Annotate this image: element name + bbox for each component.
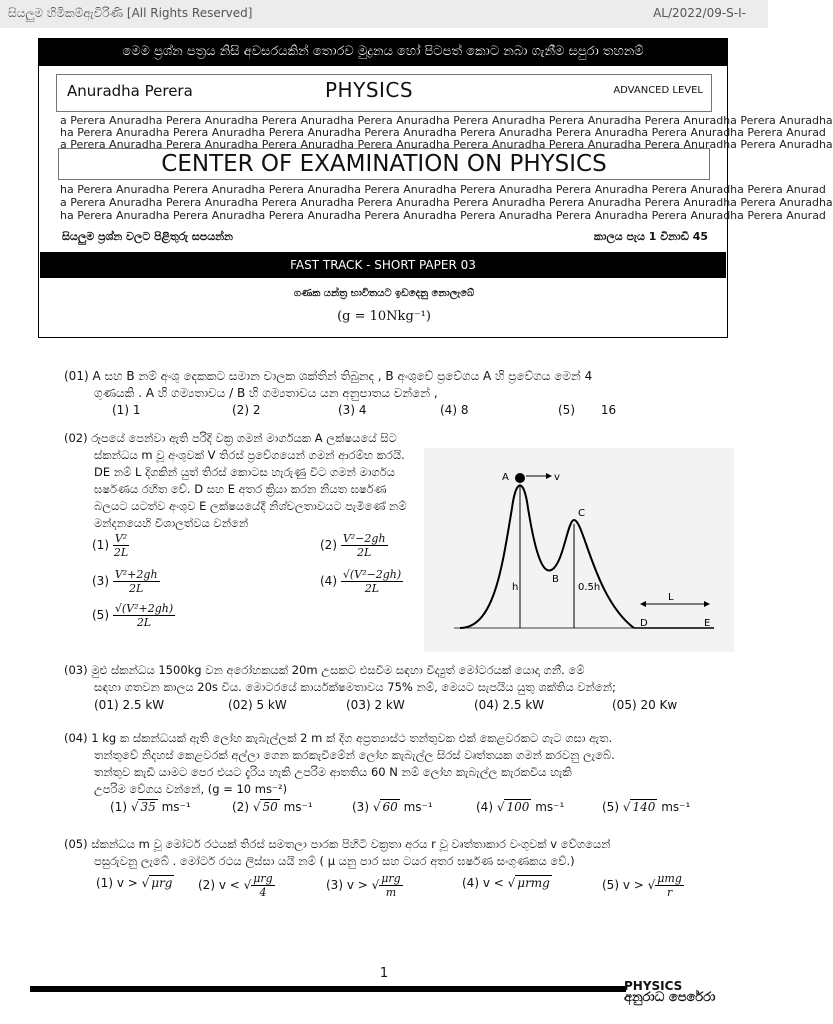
label-e: E [704, 618, 711, 629]
option[interactable]: (02) 5 kW [228, 698, 287, 712]
question-line: සඳහා ගතවන කාලය 20s විය. මොටරයේ කාර්යක්ෂමතාවය 75% නම්, මෙයට සැපයිය යුතු ශක්තිය වන්නේ; [94, 680, 616, 694]
physics-logo [624, 980, 715, 1004]
top-bar [0, 0, 768, 28]
option[interactable]: (5) √ 140 ms⁻¹ [602, 800, 691, 814]
question-01 [64, 368, 714, 402]
question-number: (03) [64, 663, 88, 677]
question-line: තන්තුවේ නිදහස් කෙළවරක් අල්ලා ගෙන කරකැවීමේන් ලෝහ කැබැල්ල සිරස් වෘත්තයක ගමන් කරවනු ලැබේ. [94, 748, 615, 762]
option[interactable]: (3) 4 [338, 403, 367, 417]
question-04 [64, 730, 724, 798]
title-box [56, 74, 712, 112]
question-line: ස්කන්ධය m වූ මෝටර් රථයක් තිරස් සමතලා පාරක පිහිටි වක්‍රතා අරය r වූ වෘත්තාකාර වංගුවක් v වේගයෙන් [91, 837, 611, 851]
paper-code: AL/2022/09-S-I- [653, 6, 746, 20]
watermark-line: ha Perera Anuradha Perera Anuradha Perera Anuradha Perera Anuradha Perera Anuradha Perera Anuradha Perera Anuradha Perera Anurad [60, 183, 826, 196]
option[interactable]: (2) √ 50 ms⁻¹ [232, 800, 313, 814]
track-diagram-svg [424, 448, 734, 652]
page-number: 1 [379, 966, 389, 981]
option[interactable]: (3) v > √ $\frac{\text{μrg}}{m}$ [326, 872, 401, 899]
label-a: A [502, 472, 509, 483]
arrow-head [546, 473, 552, 479]
question-number: (05) [64, 837, 88, 851]
question-line: ස්කන්ධය m වූ අංශුවක් V තිරස් ප්‍රවේගයෙන් ගමන් ආරම්භ කරයි. [94, 448, 405, 462]
track-diagram [424, 448, 734, 652]
logo-title: PHYSICS [624, 979, 683, 993]
option[interactable]: (4) 8 [440, 403, 469, 417]
watermark-line: a Perera Anuradha Perera Anuradha Perera Anuradha Perera Anuradha Perera Anuradha Perera Anuradha Perera Anuradha Perera Anuradha [60, 114, 833, 127]
option[interactable]: (05) 20 Kw [612, 698, 678, 712]
watermark-line: a Perera Anuradha Perera Anuradha Perera Anuradha Perera Anuradha Perera Anuradha Perera Anuradha Perera Anuradha Perera Anuradha [60, 138, 833, 151]
label-half-h: 0.5h [578, 582, 601, 593]
question-line: පසුරුවනු ලැබේ . මෝටර් රථය ලිස්සා යයි නම් ( μ යනු පාර සහ ටයර අතර ඝර්ෂණ සංගුණකය වේ.) [94, 854, 575, 868]
arrow-head [704, 601, 710, 607]
question-line: රූපයේ පෙන්වා ඇති පරිදි වක්‍ර ගමන් මාර්ගයක A ලක්ෂයයේ සිට [91, 431, 397, 445]
label-h: h [512, 582, 519, 593]
option[interactable]: (4) √ 100 ms⁻¹ [476, 800, 565, 814]
arrow-head [640, 601, 646, 607]
question-number: (04) [64, 731, 88, 745]
option[interactable]: (1) v > √ μrg [96, 876, 173, 890]
question-line: ගුණයකි . A හි ගම්‍යතාවය / B හි ගම්‍යතාවය යන අනුපාතය වන්නේ , [94, 386, 438, 400]
option[interactable]: (1) $\frac{\text{V²}}{2L}$ [92, 532, 129, 559]
question-line: මුළු ස්කන්ධය 1500kg වන අරෝහකයක් 20m උසකට එසවීම සඳහා විද්‍යුත් මෝටරයක් යොදා ගනී. මේ [91, 663, 585, 677]
option[interactable]: (1) 1 [112, 403, 141, 417]
calculator-notice: ගණක යන්ත්‍ර භාවිතයට ඉඩදෙනු නොලැබේ [293, 288, 475, 299]
question-line: 1 kg ක ස්කන්ධයක් ඇති ලෝහ කැබැල්ලක් 2 m ක් දිග අප්‍රත්‍යාස්ථ තන්තුවක එක් කෙළවරකට ගැට ගසා ඇත. [91, 731, 613, 745]
watermark-line: a Perera Anuradha Perera Anuradha Perera Anuradha Perera Anuradha Perera Anuradha Perera Anuradha Perera Anuradha Perera Anuradha [60, 196, 833, 209]
copyright-notice: සියලුම හිමිකම්ඇවිරිණි [All Rights Reserved] [8, 6, 253, 20]
label-l: L [668, 592, 674, 603]
copy-warning-banner: මෙම ප්‍රශ්න පත්‍රය නිසි අවසරයකින් තොරව මුද්‍රනය හෝ පිටපත් කොට නබා ගැනීම සපුරා තහනම් [38, 38, 728, 66]
question-line: A සහ B නම් අංශු දෙකකට සමාන චාලක ශක්තින් තිබුනද , B අංශුවේ ප්‍රවේගය A හි ප්‍රවේගය මෙන් 4 [92, 369, 593, 383]
question-number: (02) [64, 431, 88, 445]
label-d: D [640, 618, 648, 629]
option[interactable]: (04) 2.5 kW [474, 698, 545, 712]
center-title: CENTER OF EXAMINATION ON PHYSICS [58, 148, 710, 180]
question-number: (01) [64, 369, 89, 383]
question-line: උපරිම වේගය වන්නේ, (g = 10 ms⁻²) [94, 782, 288, 796]
label-v: v [554, 472, 560, 483]
question-line: ඝර්ෂණය රහිත වේ. D සහ E අතර ක්‍රියා කරන නියත ඝර්ෂණ [94, 482, 387, 496]
track-curve [460, 486, 634, 629]
question-line: බලයට යටත්ව අංශුව E ලක්ෂයයේදී නිශ්චලතාවයට පැමිණේ නම් [94, 499, 407, 513]
option[interactable]: (2) 2 [232, 403, 261, 417]
question-line: මන්දනයෙහි විශාලත්වය වන්නේ [94, 516, 249, 530]
time-allowed: කාලය පැය 1 විනාඩි 45 [593, 230, 708, 243]
option[interactable]: (3) $\frac{\text{V²+2gh}}{2L}$ [92, 568, 158, 595]
option[interactable]: (4) $\frac{\text{√(V²−2gh)}}{2L}$ [320, 568, 402, 595]
option[interactable]: (3) √ 60 ms⁻¹ [352, 800, 433, 814]
option[interactable]: (5) 16 [558, 403, 617, 417]
label-b: B [552, 574, 559, 585]
gravity-value: (g = 10Nkg⁻¹) [337, 309, 431, 324]
question-03 [64, 662, 724, 696]
option[interactable]: (01) 2.5 kW [94, 698, 165, 712]
paper-title-banner: FAST TRACK - SHORT PAPER 03 [40, 252, 726, 278]
author-name: Anuradha Perera [67, 82, 193, 100]
option[interactable]: (1) √ 35 ms⁻¹ [110, 800, 191, 814]
logo-name: අනුරාධ පෙරේරා [624, 990, 716, 1005]
label-c: C [578, 508, 585, 519]
subject-title: PHYSICS [325, 78, 414, 102]
option[interactable]: (2) $\frac{\text{V²−2gh}}{2L}$ [320, 532, 386, 559]
option[interactable]: (03) 2 kW [346, 698, 405, 712]
level-label: ADVANCED LEVEL [613, 85, 703, 96]
watermark-line: ha Perera Anuradha Perera Anuradha Perera Anuradha Perera Anuradha Perera Anuradha Perera Anuradha Perera Anuradha Perera Anurad [60, 126, 826, 139]
question-05 [64, 836, 724, 870]
option[interactable]: (5) $\frac{\text{√(V²+2gh)}}{2L}$ [92, 602, 174, 629]
option[interactable]: (2) v < √ $\frac{\text{μrg}}{4}$ [198, 872, 273, 899]
particle [515, 473, 525, 483]
question-line: තන්තුව කැඩී යාමට පෙර එයට දැරිය හැකි උපරිම ආතතිය 60 N නම් ලෝහ කැබැල්ල කැරකවිය හැකි [94, 765, 572, 779]
question-02 [64, 430, 424, 532]
footer-bar [30, 986, 626, 992]
question-line: DE නම් L දිගකින් යුත් තිරස් කොටස හැරුණු විට ගමන් මාර්ගය [94, 465, 395, 479]
instruction-text: සියලුම ප්‍රශ්න වලට පිළිතුරු සපයන්න [62, 230, 233, 243]
watermark-line: ha Perera Anuradha Perera Anuradha Perera Anuradha Perera Anuradha Perera Anuradha Perera Anuradha Perera Anuradha Perera Anurad [60, 209, 826, 222]
option[interactable]: (5) v > √ $\frac{\text{μmg}}{r}$ [602, 872, 682, 899]
option[interactable]: (4) v < √ μrmg [462, 876, 550, 890]
